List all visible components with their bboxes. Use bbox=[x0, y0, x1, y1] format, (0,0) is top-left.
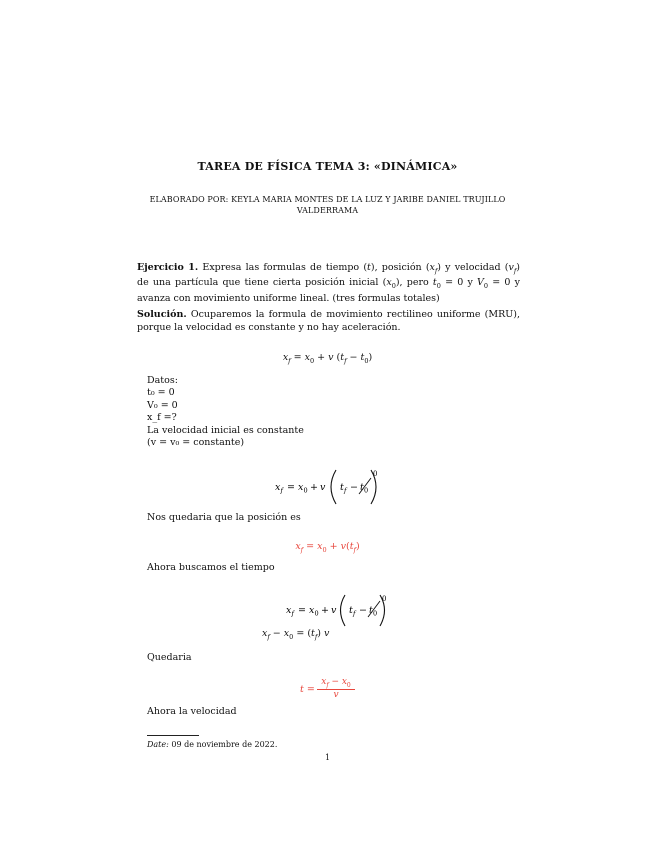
datos-block bbox=[147, 375, 304, 449]
datos-line-5: (v = v₀ = constante) bbox=[147, 437, 245, 449]
svg-text:0: 0 bbox=[364, 486, 369, 495]
page-title: TAREA DE FÍSICA TEMA 3: «DINÁMICA» bbox=[197, 160, 458, 173]
datos-line-2: V₀ = 0 bbox=[147, 399, 178, 411]
page-number: 1 bbox=[324, 753, 331, 762]
svg-text:x: x bbox=[298, 482, 304, 493]
exercise-label: Ejercicio 1. bbox=[137, 262, 199, 273]
svg-text:f: f bbox=[280, 486, 283, 495]
eq-t-numerator: $x_f - x_0$ bbox=[321, 677, 351, 689]
solution-label: Solución. bbox=[137, 309, 187, 320]
svg-text:f: f bbox=[344, 486, 347, 495]
exercise-statement: Ejercicio 1. Expresa las formulas de tiempo (t), posición $(x_f)$ y velocidad $(v_f)$ de una partícula que tiene cierta posición inicial $(x_0)$, pero $t_0 = 0$ y $V_0 = 0$ y avanza con movimiento uniforme lineal. (tres formulas totales) bbox=[137, 262, 520, 304]
solution-paragraph: Solución. Ocuparemos la formula de movimiento rectilineo uniforme (MRU), porque la velocidad es constante y no hay aceleración. bbox=[137, 309, 520, 333]
svg-text:t: t bbox=[360, 482, 364, 493]
equation-cancel-2 bbox=[281, 590, 411, 630]
equation-mru: $x_f = x_0 + v$ $(t_f - t_0)$ bbox=[282, 352, 373, 365]
datos-line-3: x_f =? bbox=[147, 412, 177, 424]
footnote-label: Date: bbox=[147, 740, 169, 749]
svg-text:0: 0 bbox=[303, 486, 308, 495]
svg-text:t: t bbox=[340, 482, 344, 493]
svg-text:x: x bbox=[286, 605, 292, 616]
text-posicion: Nos quedaria que la posición es bbox=[147, 512, 301, 523]
svg-text:t: t bbox=[369, 605, 373, 616]
datos-line-4: La velocidad inicial es constante bbox=[147, 424, 304, 436]
footnote bbox=[147, 740, 277, 749]
datos-header: Datos: bbox=[147, 375, 178, 386]
footnote-value: 09 de noviembre de 2022. bbox=[168, 740, 278, 749]
svg-text:f: f bbox=[291, 609, 294, 618]
text-tiempo: Ahora buscamos el tiempo bbox=[147, 562, 275, 573]
svg-text:+: + bbox=[310, 482, 318, 493]
text-quedaria: Quedaria bbox=[147, 652, 192, 663]
svg-text:=: = bbox=[298, 605, 306, 616]
authors-line-1: ELABORADO POR: KEYLA MARIA MONTES DE LA LUZ Y JARIBE DANIEL TRUJILLO bbox=[149, 195, 506, 204]
equation-posicion-result: $x_f = x_0 + v(t_f)$ bbox=[295, 541, 360, 554]
svg-text:f: f bbox=[353, 609, 356, 618]
eq-t-lhs: t = bbox=[300, 684, 315, 695]
footnote-rule bbox=[147, 735, 199, 736]
equation-tiempo-step: $x_f - x_0 = (t_f)$ v bbox=[262, 628, 330, 641]
svg-text:−: − bbox=[359, 605, 367, 616]
authors-line-2: VALDERRAMA bbox=[296, 206, 359, 215]
svg-text:t: t bbox=[349, 605, 353, 616]
equation-cancel-1 bbox=[270, 466, 400, 508]
svg-text:0: 0 bbox=[373, 609, 378, 618]
svg-text:0: 0 bbox=[373, 470, 378, 478]
svg-text:+: + bbox=[321, 605, 329, 616]
svg-text:0: 0 bbox=[314, 609, 319, 618]
datos-line-1: t₀ = 0 bbox=[147, 387, 175, 399]
svg-text:=: = bbox=[287, 482, 295, 493]
text-velocidad: Ahora la velocidad bbox=[147, 706, 237, 717]
svg-text:x: x bbox=[309, 605, 315, 616]
authors bbox=[130, 194, 525, 216]
svg-text:v: v bbox=[320, 482, 326, 493]
svg-text:−: − bbox=[350, 482, 358, 493]
eq-t-denominator: v bbox=[333, 690, 339, 700]
svg-text:0: 0 bbox=[382, 595, 387, 603]
svg-text:v: v bbox=[331, 605, 337, 616]
equation-tiempo-result bbox=[300, 677, 380, 703]
svg-text:x: x bbox=[275, 482, 281, 493]
